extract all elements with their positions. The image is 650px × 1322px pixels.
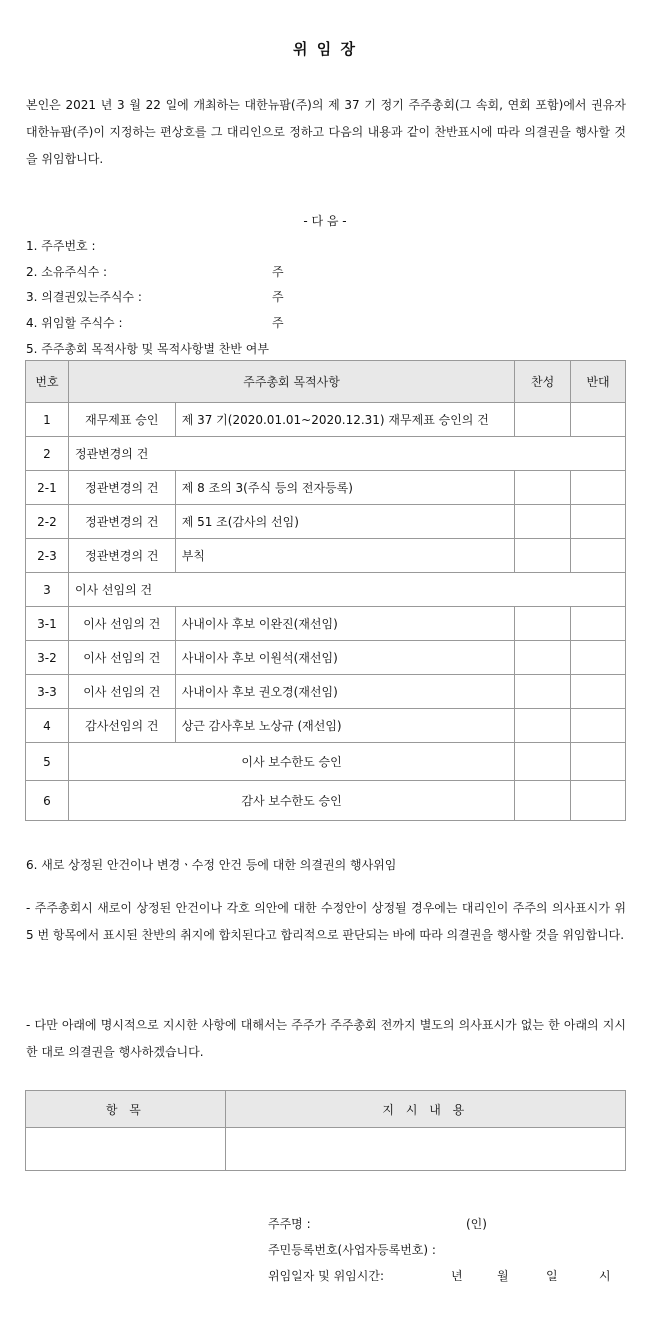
oppose-cell[interactable] (571, 781, 626, 821)
row-number: 3-1 (26, 607, 69, 641)
row-category: 감사선임의 건 (68, 709, 175, 743)
registration-number-label: 주민등록번호(사업자등록번호) : (268, 1243, 436, 1257)
field-voting-shares-unit: 주 (272, 290, 284, 304)
table-row (26, 675, 626, 709)
row-detail: 부칙 (175, 539, 514, 573)
row-centered-item: 감사 보수한도 승인 (68, 781, 514, 821)
instruction-content-cell[interactable] (225, 1128, 625, 1171)
row-number: 2-1 (26, 471, 69, 505)
row-category: 이사 선임의 건 (68, 607, 175, 641)
date-day: 일 (546, 1269, 558, 1283)
section6-paragraph-1: - 주주총회시 새로이 상정된 안건이나 각호 의안에 대한 수정안이 상정될 경우에는 대리인이 주주의 의사표시가 위 5 번 항목에서 표시된 찬반의 취지에 합치된다고 합리적으로 판단되는 바에 따라 의결권을 행사할 것을 위임합니다. (26, 901, 626, 942)
document-title: 위 임 장 (293, 40, 357, 58)
row-number: 2-2 (26, 505, 69, 539)
instruction-header-row (26, 1091, 626, 1128)
header-approve: 찬성 (515, 361, 571, 403)
row-detail: 사내이사 후보 이완진(재선임) (175, 607, 514, 641)
row-detail: 사내이사 후보 권오경(재선임) (175, 675, 514, 709)
table-row (26, 709, 626, 743)
field-owned-shares: 2. 소유주식수 : (26, 265, 108, 279)
section6-heading: 6. 새로 상정된 안건이나 변경ㆍ수정 안건 등에 대한 의결권의 행사위임 (26, 858, 397, 872)
field-owned-shares-unit: 주 (272, 265, 284, 279)
row-number: 3 (26, 573, 69, 607)
row-category: 이사 선임의 건 (68, 641, 175, 675)
approve-cell[interactable] (515, 471, 571, 505)
oppose-cell[interactable] (571, 403, 626, 437)
delegation-date-label: 위임일자 및 위임시간: (268, 1269, 385, 1283)
field-agenda-heading: 5. 주주총회 목적사항 및 목적사항별 찬반 여부 (26, 342, 269, 356)
header-oppose: 반대 (571, 361, 626, 403)
oppose-cell[interactable] (571, 641, 626, 675)
section6-paragraph-2: - 다만 아래에 명시적으로 지시한 사항에 대해서는 주주가 주주총회 전까지 별도의 의사표시가 없는 한 아래의 지시한 대로 의결권을 행사하겠습니다. (26, 1018, 626, 1059)
header-agenda-item: 주주총회 목적사항 (68, 361, 514, 403)
field-voting-shares: 3. 의결권있는주식수 : (26, 290, 142, 304)
field-shareholder-number: 1. 주주번호 : (26, 239, 96, 253)
row-category: 정관변경의 건 (68, 471, 175, 505)
seal-mark: (인) (466, 1217, 487, 1231)
row-number: 2-3 (26, 539, 69, 573)
row-number: 3-3 (26, 675, 69, 709)
row-category: 정관변경의 건 (68, 539, 175, 573)
table-row (26, 743, 626, 781)
date-month: 월 (497, 1269, 509, 1283)
approve-cell[interactable] (515, 403, 571, 437)
table-row (26, 573, 626, 607)
row-category: 정관변경의 건 (68, 505, 175, 539)
oppose-cell[interactable] (571, 539, 626, 573)
approve-cell[interactable] (515, 709, 571, 743)
row-number: 6 (26, 781, 69, 821)
table-row (26, 781, 626, 821)
approve-cell[interactable] (515, 505, 571, 539)
row-number: 4 (26, 709, 69, 743)
approve-cell[interactable] (515, 675, 571, 709)
row-group-title: 정관변경의 건 (68, 437, 625, 471)
row-detail: 제 51 조(감사의 선임) (175, 505, 514, 539)
instruction-table (25, 1090, 626, 1171)
table-row (26, 505, 626, 539)
oppose-cell[interactable] (571, 743, 626, 781)
agenda-header-row (26, 361, 626, 403)
oppose-cell[interactable] (571, 675, 626, 709)
row-detail: 상근 감사후보 노상규 (재선임) (175, 709, 514, 743)
approve-cell[interactable] (515, 743, 571, 781)
oppose-cell[interactable] (571, 709, 626, 743)
table-row (26, 539, 626, 573)
instruction-item-cell[interactable] (26, 1128, 226, 1171)
intro-paragraph: 본인은 2021 년 3 월 22 일에 개최하는 대한뉴팜(주)의 제 37 기 정기 주주총회(그 속회, 연회 포함)에서 권유자 대한뉴팜(주)이 지정하는 편상호를 그 대리인으로 정하고 다음의 내용과 같이 찬반표시에 따라 의결권을 행사할 것을 위임합니다. (26, 98, 626, 166)
approve-cell[interactable] (515, 607, 571, 641)
row-detail: 제 37 기(2020.01.01~2020.12.31) 재무제표 승인의 건 (175, 403, 514, 437)
table-row (26, 403, 626, 437)
oppose-cell[interactable] (571, 471, 626, 505)
row-number: 1 (26, 403, 69, 437)
approve-cell[interactable] (515, 539, 571, 573)
next-heading: - 다 음 - (303, 214, 347, 228)
table-row (26, 471, 626, 505)
table-row (26, 437, 626, 471)
row-centered-item: 이사 보수한도 승인 (68, 743, 514, 781)
oppose-cell[interactable] (571, 505, 626, 539)
date-hour: 시 (599, 1269, 611, 1283)
date-year: 년 (451, 1269, 463, 1283)
field-delegated-shares-unit: 주 (272, 316, 284, 330)
row-detail: 사내이사 후보 이원석(재선임) (175, 641, 514, 675)
row-category: 이사 선임의 건 (68, 675, 175, 709)
row-number: 3-2 (26, 641, 69, 675)
row-detail: 제 8 조의 3(주식 등의 전자등록) (175, 471, 514, 505)
header-item: 항 목 (26, 1091, 226, 1128)
agenda-table (25, 360, 626, 821)
table-row (26, 641, 626, 675)
oppose-cell[interactable] (571, 607, 626, 641)
table-row (26, 607, 626, 641)
header-number: 번호 (26, 361, 69, 403)
approve-cell[interactable] (515, 781, 571, 821)
shareholder-name-label: 주주명 : (268, 1217, 311, 1231)
row-group-title: 이사 선임의 건 (68, 573, 625, 607)
row-category: 재무제표 승인 (68, 403, 175, 437)
field-delegated-shares: 4. 위임할 주식수 : (26, 316, 123, 330)
approve-cell[interactable] (515, 641, 571, 675)
row-number: 2 (26, 437, 69, 471)
header-instruction: 지 시 내 용 (225, 1091, 625, 1128)
instruction-input-row (26, 1128, 626, 1171)
row-number: 5 (26, 743, 69, 781)
